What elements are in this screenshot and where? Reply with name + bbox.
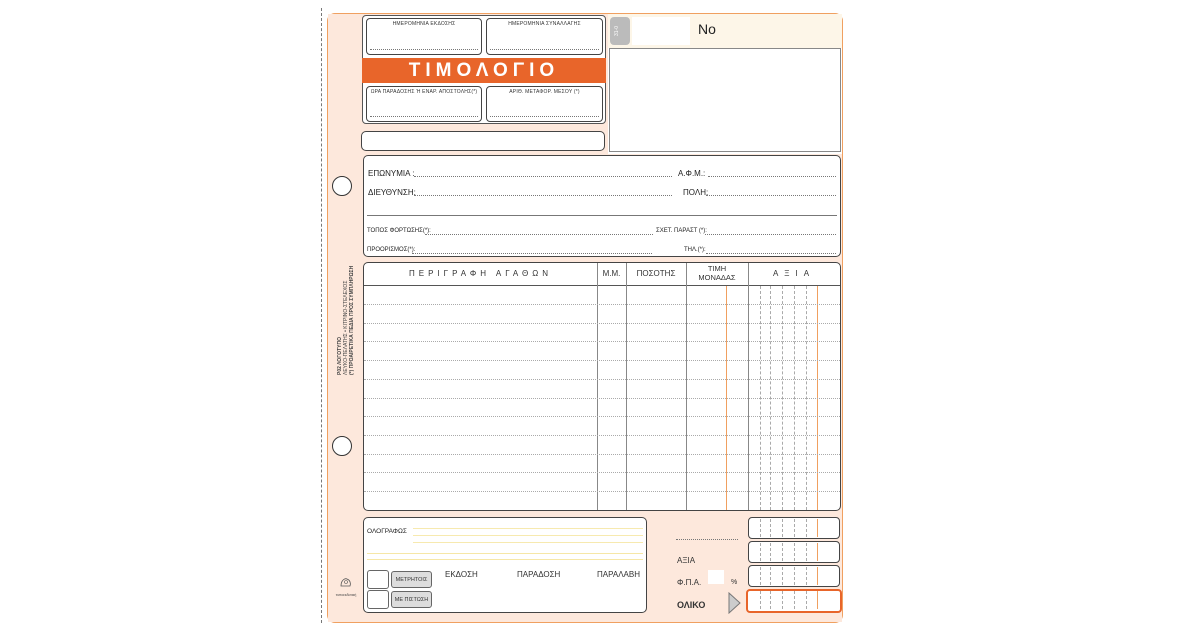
col-value-header: ΑΞΙΑ bbox=[772, 269, 816, 278]
col-quantity-header: ΠΟΣΟΤΗΣ bbox=[636, 269, 676, 278]
delivery-label: ΠΑΡΑΔΟΣΗ bbox=[517, 570, 561, 579]
col-unit-price-line1: ΤΙΜΗ bbox=[707, 264, 727, 273]
vehicle-no-label: ΑΡΙΘ. ΜΕΤΑΦΟΡ. ΜΕΣΟΥ (*) bbox=[509, 89, 580, 95]
total-decimal-line bbox=[817, 567, 818, 585]
phone-input[interactable] bbox=[706, 253, 836, 254]
table-row[interactable] bbox=[364, 379, 840, 380]
side-text-line1: Ρ02 ΛΟΓΟΤΥΠΟ bbox=[337, 337, 343, 375]
total-digit-line bbox=[806, 543, 807, 561]
cash-label: ΜΕΤΡΗΤΟΙΣ bbox=[391, 571, 432, 588]
total-digit-line bbox=[760, 591, 761, 609]
total-digit-line bbox=[794, 591, 795, 609]
table-row[interactable] bbox=[364, 435, 840, 436]
vat-label: Φ.Π.Α. bbox=[677, 578, 702, 587]
table-row[interactable] bbox=[364, 360, 840, 361]
publisher-logo-icon bbox=[339, 576, 353, 588]
table-row[interactable] bbox=[364, 323, 840, 324]
issue-date-label: ΗΜΕΡΟΜΗΝΙΑ ΕΚΔΟΣΗΣ bbox=[392, 21, 456, 27]
total-digit-line bbox=[770, 519, 771, 537]
table-row[interactable] bbox=[364, 304, 840, 305]
table-row[interactable] bbox=[364, 491, 840, 492]
customer-separator bbox=[367, 215, 837, 216]
transaction-date-line bbox=[490, 49, 599, 50]
total-digit-line bbox=[770, 543, 771, 561]
total-arrow-icon bbox=[728, 592, 742, 614]
col-unit-price-line2: ΜΟΝΑΔΑΣ bbox=[698, 273, 736, 282]
total-digit-line bbox=[806, 591, 807, 609]
items-table-header-line bbox=[364, 285, 840, 286]
total-digit-line bbox=[794, 543, 795, 561]
number-label: No bbox=[698, 21, 716, 37]
customer-address-input[interactable] bbox=[414, 195, 672, 196]
destination-label: ΠΡΟΟΡΙΣΜΟΣ(*): bbox=[367, 247, 416, 253]
punch-hole-bottom bbox=[332, 436, 352, 456]
delivery-time-field[interactable] bbox=[366, 86, 482, 122]
total-digit-line bbox=[760, 567, 761, 585]
total-digit-line bbox=[782, 543, 783, 561]
value-total-label: ΑΞΙΑ bbox=[677, 556, 696, 565]
issue-label: ΕΚΔΟΣΗ bbox=[445, 570, 478, 579]
credit-label: ΜΕ ΠΙΣΤΩΣΗ bbox=[391, 591, 432, 608]
total-digit-line bbox=[760, 543, 761, 561]
vehicle-no-line bbox=[490, 116, 599, 117]
total-digit-line bbox=[806, 567, 807, 585]
total-decimal-line bbox=[817, 543, 818, 561]
total-digit-line bbox=[794, 519, 795, 537]
transaction-date-label: ΗΜΕΡΟΜΗΝΙΑ ΣΥΝΑΛΛΑΓΗΣ bbox=[508, 21, 581, 27]
related-doc-label: ΣΧΕΤ. ΠΑΡΑΣΤ (*): bbox=[656, 228, 707, 234]
col-unit-header: Μ.Μ. bbox=[602, 269, 621, 278]
table-row[interactable] bbox=[364, 454, 840, 455]
total-digit-line bbox=[782, 519, 783, 537]
delivery-time-label: ΩΡΑ ΠΑΡΑΔΟΣΗΣ Ή ΕΝΑΡ. ΑΠΟΣΤΟΛΗΣ(*) bbox=[370, 89, 478, 95]
customer-name-label: ΕΠΩΝΥΜΙΑ : bbox=[368, 169, 415, 178]
col-description-header: ΠΕΡΙΓΡΑΦΗ ΑΓΑΘΩΝ bbox=[408, 269, 553, 278]
related-doc-input[interactable] bbox=[705, 234, 836, 235]
number-field[interactable] bbox=[632, 17, 690, 45]
extra-field[interactable] bbox=[361, 131, 605, 151]
vat-percent-field[interactable] bbox=[708, 570, 724, 584]
table-row[interactable] bbox=[364, 416, 840, 417]
table-row[interactable] bbox=[364, 398, 840, 399]
issuer-box bbox=[609, 48, 841, 152]
in-words-field-lower[interactable] bbox=[367, 548, 643, 564]
table-row[interactable] bbox=[364, 341, 840, 342]
perforation-line bbox=[321, 8, 322, 623]
total-decimal-line bbox=[817, 519, 818, 537]
customer-vat-label: Α.Φ.Μ.: bbox=[678, 169, 706, 178]
total-digit-line bbox=[770, 567, 771, 585]
issue-date-field[interactable] bbox=[366, 18, 482, 55]
cash-checkbox[interactable] bbox=[367, 570, 389, 589]
vehicle-no-field[interactable] bbox=[486, 86, 603, 122]
table-row[interactable] bbox=[364, 472, 840, 473]
delivery-time-line bbox=[370, 116, 478, 117]
transaction-date-field[interactable] bbox=[486, 18, 603, 55]
vat-percent-sign: % bbox=[731, 579, 738, 586]
document-title: ΤΙΜΟΛΟΓΙΟ bbox=[362, 58, 606, 83]
customer-city-label: ΠΟΛΗ: bbox=[683, 188, 709, 197]
totals-signature-line bbox=[676, 539, 738, 540]
total-digit-line bbox=[770, 591, 771, 609]
loading-place-label: ΤΟΠΟΣ ΦΟΡΤΩΣΗΣ(*): bbox=[367, 228, 431, 234]
grand-total-label: ΟΛΙΚΟ bbox=[677, 600, 706, 610]
series-badge bbox=[610, 17, 630, 45]
total-decimal-line bbox=[817, 591, 818, 609]
punch-hole-top bbox=[332, 176, 352, 196]
customer-city-input[interactable] bbox=[706, 195, 836, 196]
customer-vat-input[interactable] bbox=[708, 176, 836, 177]
in-words-label: ΟΛΟΓΡΑΦΩΣ bbox=[367, 528, 407, 535]
side-text bbox=[337, 266, 355, 375]
customer-box bbox=[363, 155, 841, 257]
total-digit-line bbox=[782, 591, 783, 609]
total-digit-line bbox=[794, 567, 795, 585]
total-digit-line bbox=[782, 567, 783, 585]
issue-date-line bbox=[370, 49, 478, 50]
side-text-line2: ΛΕΥΚΟ-ΠΕΛΑΤΗΣ • ΚΙΤΡΙΝΟ-ΣΤΕΛΕΧΟΣ bbox=[343, 280, 349, 375]
col-unit-price-header bbox=[686, 264, 748, 282]
phone-label: ΤΗΛ.(*): bbox=[684, 247, 706, 253]
publisher-logo bbox=[334, 575, 358, 597]
customer-name-input[interactable] bbox=[414, 176, 672, 177]
credit-checkbox[interactable] bbox=[367, 590, 389, 609]
total-digit-line bbox=[760, 519, 761, 537]
publisher-name: τυποεκδοτική bbox=[335, 593, 357, 597]
destination-input[interactable] bbox=[412, 253, 652, 254]
series-code: 31-0 bbox=[614, 25, 621, 37]
loading-place-input[interactable] bbox=[425, 234, 653, 235]
side-text-line3: (*) ΠΡΟΑΙΡΕΤΙΚΑ ΠΕΔΙΑ ΠΡΟΣ ΣΥΜΠΛΗΡΩΣΗ bbox=[349, 265, 355, 375]
customer-address-label: ΔΙΕΥΘΥΝΣΗ: bbox=[368, 188, 416, 197]
total-digit-line bbox=[806, 519, 807, 537]
receipt-label: ΠΑΡΑΛΑΒΗ bbox=[597, 570, 640, 579]
